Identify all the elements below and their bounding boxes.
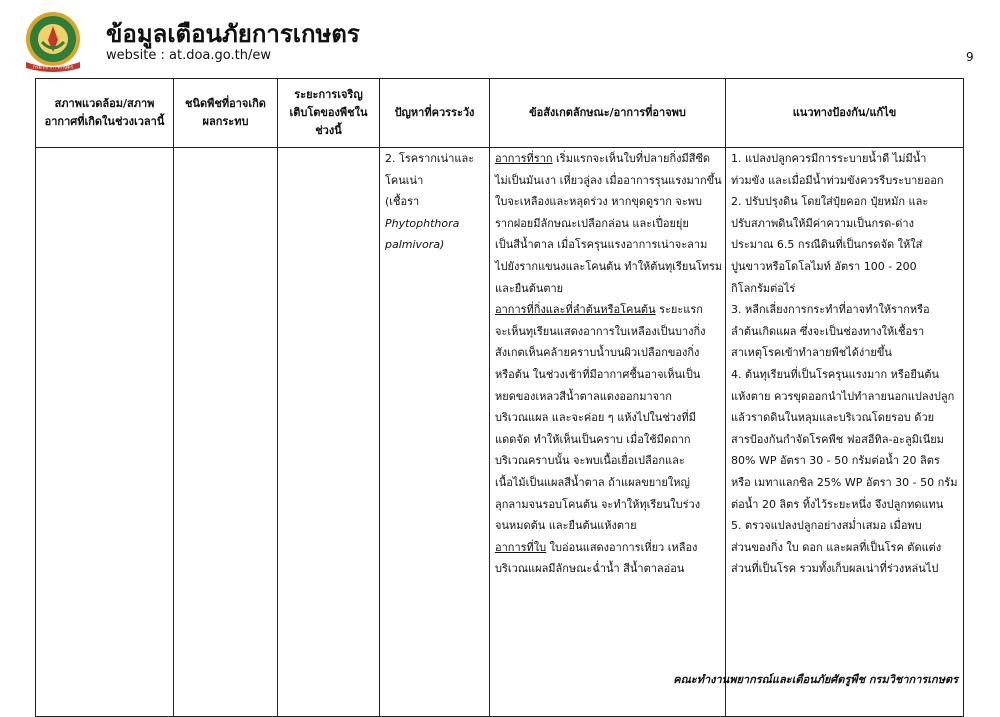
prevention-line: สาเหตุโรคเข้าทำลายพืชได้ง่ายขึ้น [731, 346, 892, 360]
page-header [20, 6, 980, 76]
root-symptom-heading: อาการที่ราก [495, 152, 553, 165]
prevention-line: ส่วนที่เป็นโรค รวมทั้งเก็บผลเน่าที่ร่วงหล่นไป [731, 562, 939, 576]
table-header-row [36, 79, 964, 148]
cell-crop-type [174, 148, 278, 717]
pathogen-species: palmivora) [385, 238, 445, 252]
header-environment: สภาพแวดล้อม/สภาพอากาศที่เกิดในช่วงเวลานี้ [36, 79, 174, 148]
symptom-line: ไม่เป็นมันเงา เหี่ยวลู่ลง เมื่ออาการรุนแรงมากขึ้น [495, 173, 722, 187]
prevention-line: ส่วนของกิ่ง ใบ ดอก และผลที่เป็นโรค ตัดแต่ง [731, 540, 942, 554]
prevention-line: 4. ต้นทุเรียนที่เป็นโรครุนแรงมาก หรือยืนต้น [731, 367, 940, 381]
header-prevention: แนวทางป้องกัน/แก้ไข [726, 79, 964, 148]
symptom-text: ระยะแรก [659, 303, 703, 317]
prevention-line: ปรับสภาพดินให้มีค่าความเป็นกรด-ด่าง [731, 216, 914, 230]
page-number: 9 [966, 50, 974, 64]
prevention-line: ท่วมขัง และเมื่อมีน้ำท่วมขังควรรีบระบายออก [731, 173, 944, 187]
pathogen-genus: Phytophthora [385, 216, 460, 230]
site-title: ข้อมูลเตือนภัยการเกษตร [106, 20, 360, 48]
symptom-line [495, 299, 720, 321]
problem-line: โคนเน่า [385, 173, 424, 187]
symptom-line: เป็นสีน้ำตาล เมื่อโรครุนแรงอาการเน่าจะลาม [495, 238, 708, 252]
header-crop-type: ชนิดพืชที่อาจเกิดผลกระทบ [174, 79, 278, 148]
prevention-line: สารป้องกันกำจัดโรคพืช ฟอสอีทิล-อะลูมิเนียม [731, 432, 944, 446]
symptom-line: จะเห็นทุเรียนแสดงอาการใบเหลืองเป็นบางกิ่ง [495, 324, 706, 338]
prevention-line: ลำต้นเกิดแผล ซึ่งจะเป็นช่องทางให้เชื้อรา [731, 324, 925, 338]
leaf-symptom-heading: อาการที่ใบ [495, 540, 547, 554]
symptom-line: หยดของเหลวสีน้ำตาลแดงออกมาจาก [495, 389, 672, 403]
prevention-line: 2. ปรับปรุงดิน โดยใส่ปุ๋ยคอก ปุ๋ยหมัก และ [731, 195, 929, 209]
symptom-line: หรือต้น ในช่วงเช้าที่มีอากาศชื้นอาจเห็นเป็น [495, 367, 701, 381]
symptom-line: ลุกลามจนรอบโคนต้น จะทำให้ทุเรียนใบร่วง [495, 497, 701, 511]
symptom-line: ไปยังรากแขนงและโคนต้น ทำให้ต้นทุเรียนโทรม [495, 259, 723, 273]
website-link[interactable]: website : at.doa.go.th/ew [106, 48, 271, 63]
cell-problem [380, 148, 490, 717]
symptom-line: บริเวณคราบนั้น จะพบเนื้อเยื่อเปลือกและ [495, 454, 685, 468]
prevention-line: ต่อน้ำ 20 ลิตร ทิ้งไว้ระยะหนึ่ง จึงปลูกทดแทน [731, 497, 944, 511]
prevention-line: 1. แปลงปลูกควรมีการระบายน้ำดี ไม่มีน้ำ [731, 152, 927, 165]
cell-prevention [726, 148, 964, 717]
stem-symptom-heading: อาการที่กิ่งและที่ลำต้นหรือโคนต้น [495, 303, 656, 317]
prevention-line: 3. หลีกเลี่ยงการกระทำที่อาจทำให้รากหรือ [731, 303, 930, 317]
advisory-table [35, 78, 964, 717]
prevention-line: ปูนขาวหรือโดโลไมท์ อัตรา 100 - 200 [731, 259, 917, 273]
table-row [36, 148, 964, 717]
symptom-line: บริเวณแผล และจะค่อย ๆ แห้งไปในช่วงที่มี [495, 411, 696, 425]
cell-symptoms [490, 148, 726, 717]
header-problem: ปัญหาที่ควรระวัง [380, 79, 490, 148]
symptom-line [495, 148, 720, 170]
symptom-line [495, 537, 720, 559]
symptom-line: แดดจัด ทำให้เห็นเป็นคราบ เมื่อใช้มีดถาก [495, 432, 691, 446]
header-symptoms: ข้อสังเกตลักษณะ/อาการที่อาจพบ [490, 79, 726, 148]
prevention-line: หรือ เมทาแลกซิล 25% WP อัตรา 30 - 50 กรัม [731, 475, 958, 489]
symptom-text: ใบอ่อนแสดงอาการเหี่ยว เหลือง [549, 540, 698, 554]
problem-line: (เชื้อรา [385, 195, 420, 209]
symptom-line: เนื้อไม้เป็นแผลสีน้ำตาล ถ้าแผลขยายใหญ่ [495, 475, 690, 489]
cell-environment [36, 148, 174, 717]
symptom-line: จนหมดต้น และยืนต้นแห้งตาย [495, 519, 637, 533]
department-logo-icon [22, 10, 84, 72]
cell-growth-stage [278, 148, 380, 717]
logo-caption: กรมวิชาการเกษตร [32, 64, 74, 71]
prevention-line: แล้วราดดินในหลุมและบริเวณโดยรอบ ด้วย [731, 411, 935, 425]
prevention-line: ประมาณ 6.5 กรณีดินที่เป็นกรดจัด ให้ใส่ [731, 238, 923, 252]
prevention-line: 80% WP อัตรา 30 - 50 กรัมต่อน้ำ 20 ลิตร [731, 454, 940, 468]
problem-line: 2. โรครากเน่าและ [385, 152, 475, 165]
footer-credit: คณะทำงานพยากรณ์และเตือนภัยศัตรูพืช กรมวิชาการเกษตร [673, 673, 958, 686]
symptom-line: บริเวณแผลมีลักษณะฉ่ำน้ำ สีน้ำตาลอ่อน [495, 562, 685, 576]
symptom-line: สังเกตเห็นคล้ายคราบน้ำบนผิวเปลือกของกิ่ง [495, 346, 700, 360]
symptom-line: รากฝอยมีลักษณะเปลือกล่อน และเปื่อยยุ่ย [495, 216, 689, 230]
symptom-line: ใบจะเหลืองและหลุดร่วง หากขุดดูราก จะพบ [495, 195, 702, 209]
symptom-text: เริ่มแรกจะเห็นใบที่ปลายกิ่งมีสีซีด [556, 152, 711, 165]
prevention-line: กิโลกรัมต่อไร่ [731, 281, 796, 295]
symptom-line: และยืนต้นตาย [495, 281, 564, 295]
header-growth-stage: ระยะการเจริญเติบโตของพืชในช่วงนี้ [278, 79, 380, 148]
prevention-line: แห้งตาย ควรขุดออกนำไปทำลายนอกแปลงปลูก [731, 389, 955, 403]
prevention-line: 5. ตรวจแปลงปลูกอย่างสม่ำเสมอ เมื่อพบ [731, 519, 922, 533]
